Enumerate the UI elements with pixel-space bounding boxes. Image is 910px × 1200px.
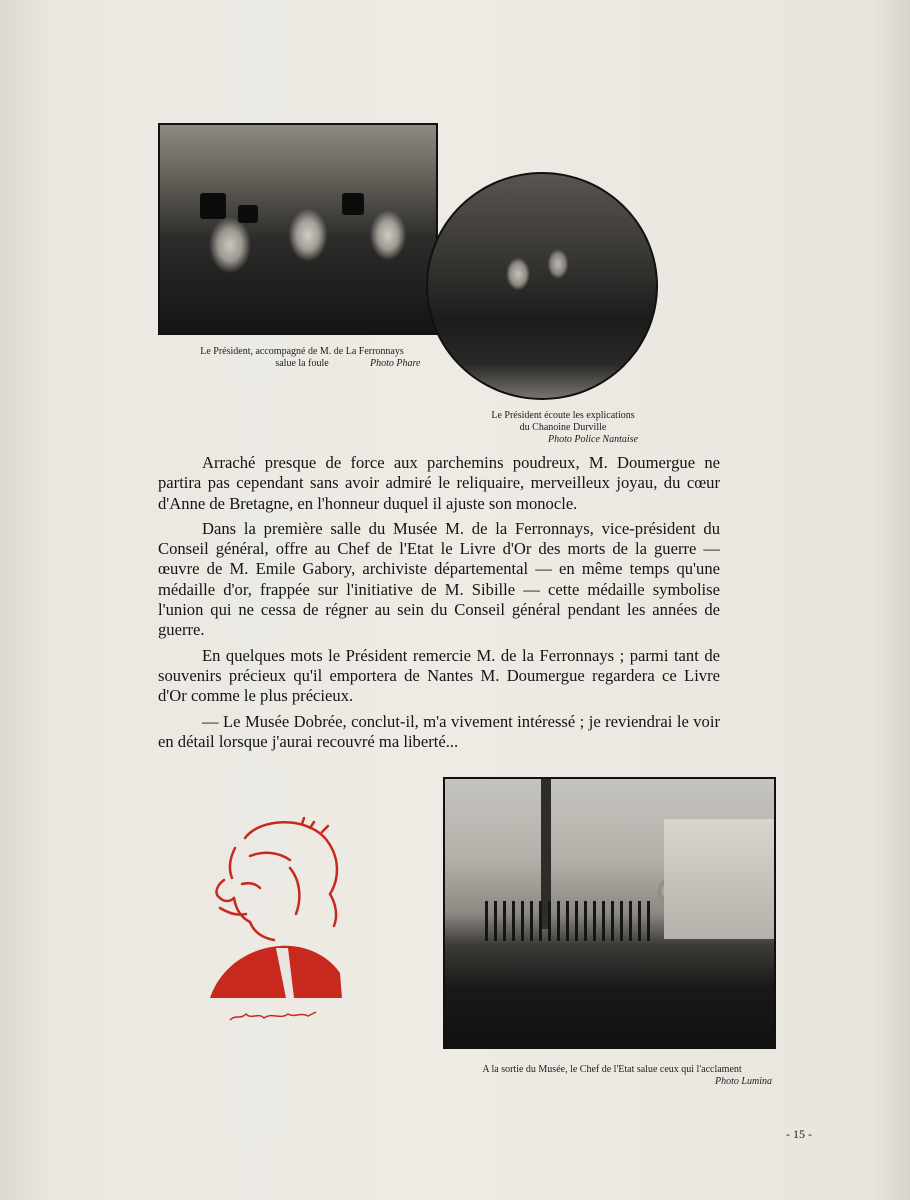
caption-bottom (452, 1064, 772, 1088)
paragraph: En quelques mots le Président remercie M. de la Ferronnays ; parmi tant de souvenirs précieux qu'il emportera de Nantes M. Doumergue regardera ce Livre d'Or comme le plus précieux. (158, 645, 720, 706)
photo-president-chanoine-icon (426, 172, 658, 400)
caption-top-right (468, 410, 658, 446)
caption-top-left-line1: Le Président, accompagné de M. de La Ferronnays (200, 346, 404, 357)
page-number: - 15 - (786, 1127, 812, 1141)
credit-bottom: Photo Lumina (715, 1076, 772, 1087)
paragraph: — Le Musée Dobrée, conclut-il, m'a vivement intéressé ; je reviendrai le voir en détail lorsque j'aurai recouvré ma liberté... (158, 711, 720, 751)
caricature-portrait-icon (190, 798, 350, 1038)
article-body (158, 453, 720, 757)
photo-president-crowd-icon (158, 123, 438, 335)
credit-top-left: Photo Phare (370, 358, 421, 369)
caption-bottom-text: A la sortie du Musée, le Chef de l'Etat salue ceux qui l'acclament (482, 1064, 742, 1075)
caption-top-left-line2: salue la foule (275, 358, 329, 369)
caption-top-left (182, 346, 422, 370)
paragraph: Dans la première salle du Musée M. de la Ferronnays, vice-président du Conseil général, offre au Chef de l'Etat le Livre d'Or des morts de la guerre — œuvre de M. Emile Gabory, archiviste départemental — en même temps qu'une médaille d'or, frappée sur l'initiative de M. Sibille — cette médaille symbolise l'union qui ne cessa de régner au sein du Conseil général pendant les années de guerre. (158, 518, 720, 640)
credit-top-right: Photo Police Nantaise (548, 434, 638, 445)
caption-top-right-line2: du Chanoine Durville (519, 422, 607, 433)
caption-top-right-line1: Le Président écoute les explications (491, 410, 635, 421)
paragraph: Arraché presque de force aux parchemins poudreux, M. Doumergue ne partira pas cependant sans avoir admiré le reliquaire, merveilleux joyau, du cœur d'Anne de Bretagne, en l'honneur duquel il ajuste son monocle. (158, 453, 720, 513)
photo-president-car-icon (443, 777, 776, 1049)
